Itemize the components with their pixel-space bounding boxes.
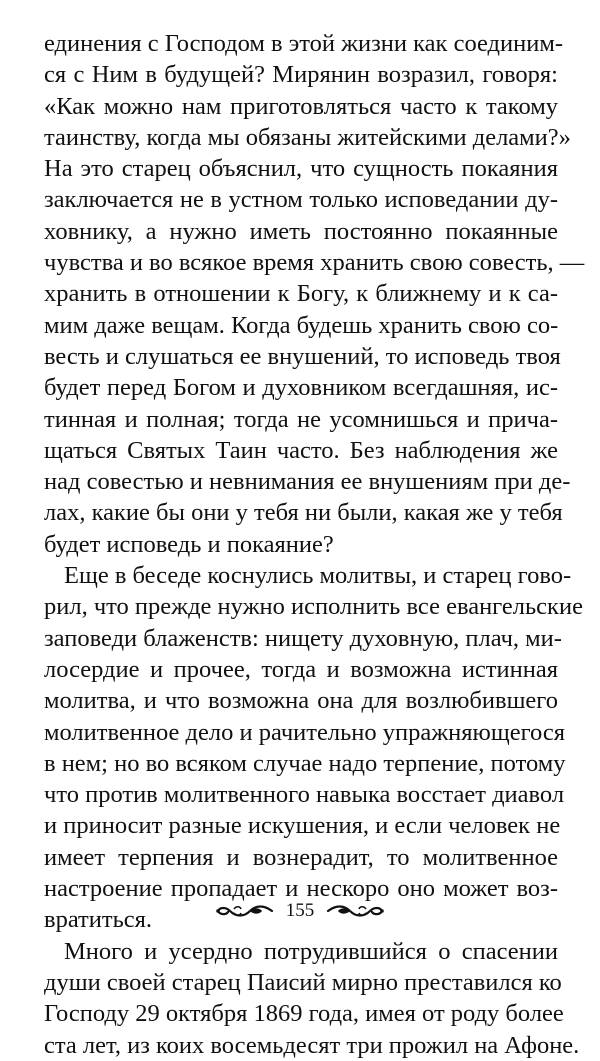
text-line: вратиться. [44,906,153,934]
paragraph-3 [44,936,580,1061]
text-line: Еще в беседе коснулись молитвы, и старец гово- [64,562,572,590]
text-line: таинству, когда мы обязаны житейскими делами?» [44,123,571,151]
text-line: ся с Ним в будущей? Мирянин возразил, говоря: [44,61,558,89]
text-line: души своей старец Паисий мирно преставился ко [44,968,562,996]
text-line: заключается не в устном только исповедании ду- [44,186,558,214]
paragraph-1 [44,28,585,560]
text-line: и приносит разные искушения, и если человек не [44,812,561,840]
text-line: Много и усердно потрудившийся о спасении [64,937,558,965]
text-line: что против молитвенного навыка восстает диавол [44,781,565,809]
text-line: щаться Святых Таин часто. Без наблюдения же [44,436,558,464]
text-line: имеет терпения и вознерадит, то молитвенное [44,843,558,871]
text-line: единения с Господом в этой жизни как соединим- [44,30,564,57]
paragraph-2 [44,560,583,936]
text-line: над совестью и невнимания ее внушениям при де- [44,468,571,496]
text-line: молитвенное дело и рачительно упражняющегося [44,718,566,746]
text-line: мим даже вещам. Когда будешь хранить свою со- [44,311,559,339]
text-line: заповеди блаженств: нищету духовную, плач, ми- [44,624,562,652]
ornament-flourish-left-icon [214,901,274,921]
page-footer [0,898,600,924]
text-line: ста лет, из коих восемьдесят три прожил на Афоне. [44,1031,580,1059]
text-line: хранить в отношении к Богу, к ближнему и к са- [44,280,558,308]
text-line: настроение пропадает и нескоро оно может воз- [44,875,558,903]
ornament-flourish-right-icon [326,901,386,921]
text-line: лосердие и прочее, тогда и возможна истинная [44,655,558,683]
text-line: «Как можно нам приготовляться часто к такому [44,92,558,120]
text-line: Господу 29 октября 1869 года, имея от роду более [44,1000,564,1028]
text-line: На это старец объяснил, что сущность покаяния [44,155,558,183]
text-line: лах, какие бы они у тебя ни были, какая же у тебя [44,499,563,527]
text-line: чувства и во всякое время хранить свою совесть, — [44,249,585,277]
text-line: ховнику, а нужно иметь постоянно покаянные [44,217,558,245]
text-line: молитва, и что возможна она для возлюбившего [44,687,558,715]
text-line: рил, что прежде нужно исполнить все евангельские [44,593,583,621]
text-line: весть и слушаться ее внушений, то исповедь твоя [44,342,561,370]
text-line: тинная и полная; тогда не усомнишься и прича- [44,405,558,433]
page-number: 155 [285,900,315,921]
text-line: будет перед Богом и духовником всегдашняя, ис- [44,374,558,402]
text-line: будет исповедь и покаяние? [44,530,334,558]
text-line: в нем; но во всяком случае надо терпение, потому [44,749,566,777]
